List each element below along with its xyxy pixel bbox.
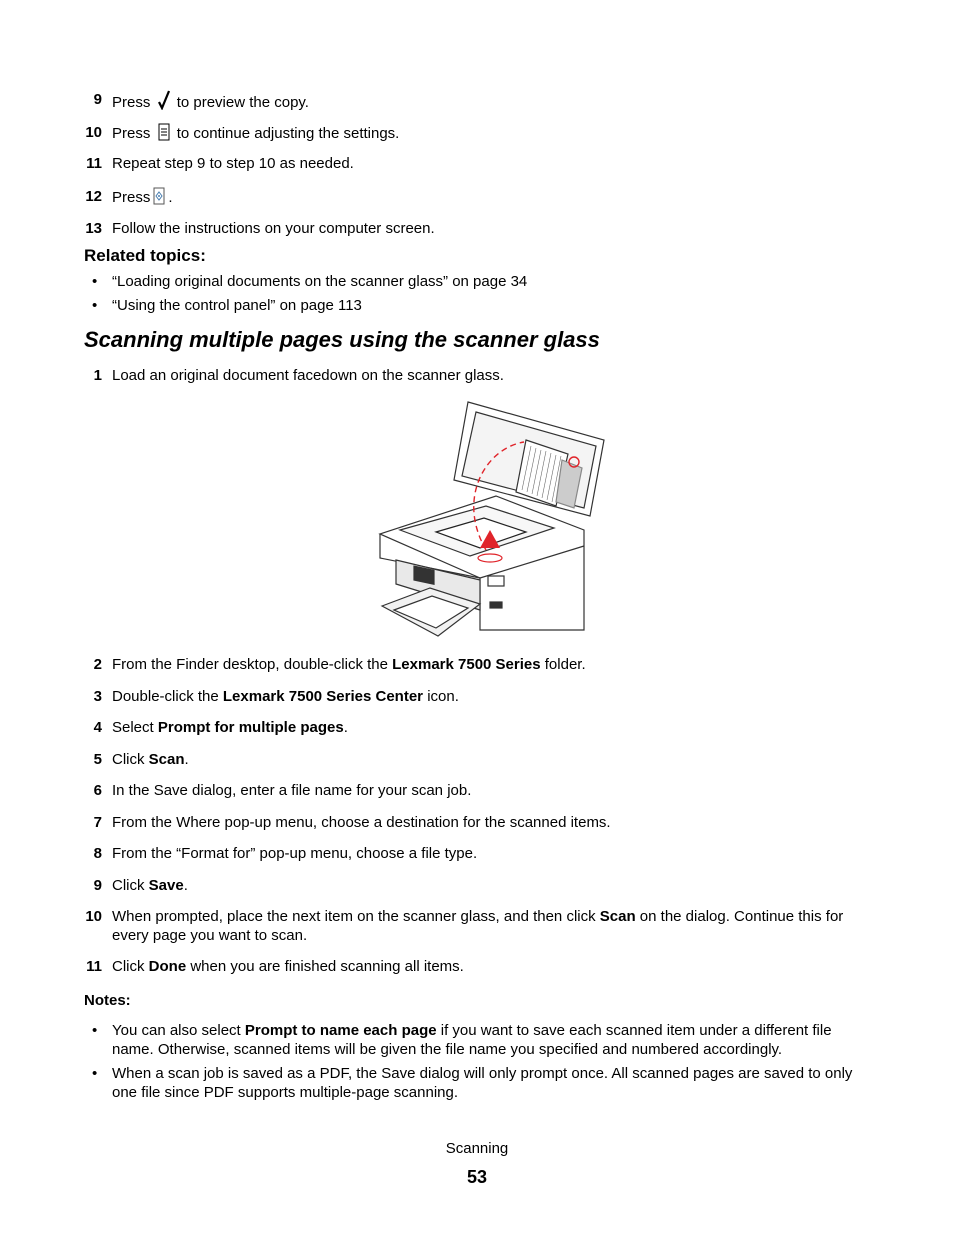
note-text: When a scan job is saved as a PDF, the Save dialog will only prompt once. All scanned pages are saved to only one file since PDF supports multiple-page scanning. [112, 1065, 853, 1101]
step-text: Select [112, 719, 158, 736]
step-number: 12 [85, 188, 102, 205]
bullet-icon: • [92, 1065, 98, 1082]
step-number: 11 [86, 155, 102, 172]
step-text: Press [112, 125, 151, 142]
step-text: to continue adjusting the settings. [176, 125, 400, 142]
step-number: 3 [93, 688, 102, 705]
step-text: to preview the copy. [176, 94, 309, 111]
step-text: Press [112, 189, 151, 206]
step-text: When prompted, place the next item on the scanner glass, and then click [112, 908, 600, 925]
step-number: 4 [93, 719, 102, 736]
step-text: Click [112, 877, 149, 894]
step-emphasis: Scan [599, 908, 636, 925]
step-number: 13 [85, 220, 102, 237]
step-number: 9 [93, 877, 102, 894]
printer-scanner-glass-illustration [376, 398, 606, 638]
section-title: Scanning multiple pages using the scanner glass [84, 327, 600, 352]
related-topic-link[interactable]: “Loading original documents on the scanner glass” on page 34 [112, 273, 528, 290]
step-text: From the “Format for” pop-up menu, choose a file type. [112, 845, 478, 862]
footer-section-label: Scanning [445, 1140, 509, 1157]
step-text: Load an original document facedown on the scanner glass. [112, 367, 504, 384]
step-text: Double-click the [112, 688, 223, 705]
step-emphasis: Save [148, 877, 184, 894]
step-text: Press [112, 94, 151, 111]
menu-icon [158, 123, 170, 146]
step-text: Click [112, 958, 149, 975]
step-number: 10 [85, 908, 102, 925]
step-number: 1 [93, 367, 102, 384]
step-text: . [168, 189, 173, 206]
step-number: 7 [93, 814, 102, 831]
page-number: 53 [466, 1167, 488, 1187]
step-emphasis: Prompt for multiple pages [157, 719, 344, 736]
step-text: . [343, 719, 348, 736]
step-text: From the Where pop-up menu, choose a destination for the scanned items. [112, 814, 611, 831]
bullet-icon: • [92, 273, 98, 290]
checkmark-icon [158, 90, 170, 115]
step-text: Follow the instructions on your computer screen. [112, 220, 435, 237]
note-text: You can also select [112, 1022, 245, 1039]
step-text: . [183, 877, 188, 894]
step-text: Click [112, 751, 149, 768]
step-text: on the dialog. Continue this for every page you want to scan. [112, 908, 844, 944]
bullet-icon: • [92, 1022, 98, 1039]
step-text: folder. [540, 656, 586, 673]
step-number: 10 [85, 124, 102, 141]
step-text: Repeat step 9 to step 10 as needed. [112, 155, 354, 172]
related-topics-heading: Related topics: [84, 246, 206, 265]
step-number: 9 [93, 91, 102, 108]
step-number: 11 [86, 958, 102, 975]
step-emphasis: Done [148, 958, 187, 975]
step-text: icon. [423, 688, 459, 705]
notes-heading: Notes: [84, 992, 131, 1009]
bullet-icon: • [92, 297, 98, 314]
step-number: 8 [93, 845, 102, 862]
step-number: 6 [93, 782, 102, 799]
related-topic-link[interactable]: “Using the control panel” on page 113 [112, 297, 362, 314]
step-number: 2 [93, 656, 102, 673]
step-text: From the Finder desktop, double-click the [112, 656, 393, 673]
step-emphasis: Lexmark 7500 Series [392, 656, 541, 673]
step-emphasis: Lexmark 7500 Series Center [222, 688, 424, 705]
step-text: . [184, 751, 189, 768]
step-number: 5 [93, 751, 102, 768]
step-emphasis: Scan [148, 751, 185, 768]
note-emphasis: Prompt to name each page [244, 1022, 437, 1039]
start-scan-icon [153, 187, 165, 210]
step-text: In the Save dialog, enter a file name for your scan job. [112, 782, 472, 799]
step-text: when you are finished scanning all items. [186, 958, 464, 975]
note-text: if you want to save each scanned item under a different file name. Otherwise, scanned items will be given the file name you specified and numbered accordingly. [112, 1022, 832, 1058]
